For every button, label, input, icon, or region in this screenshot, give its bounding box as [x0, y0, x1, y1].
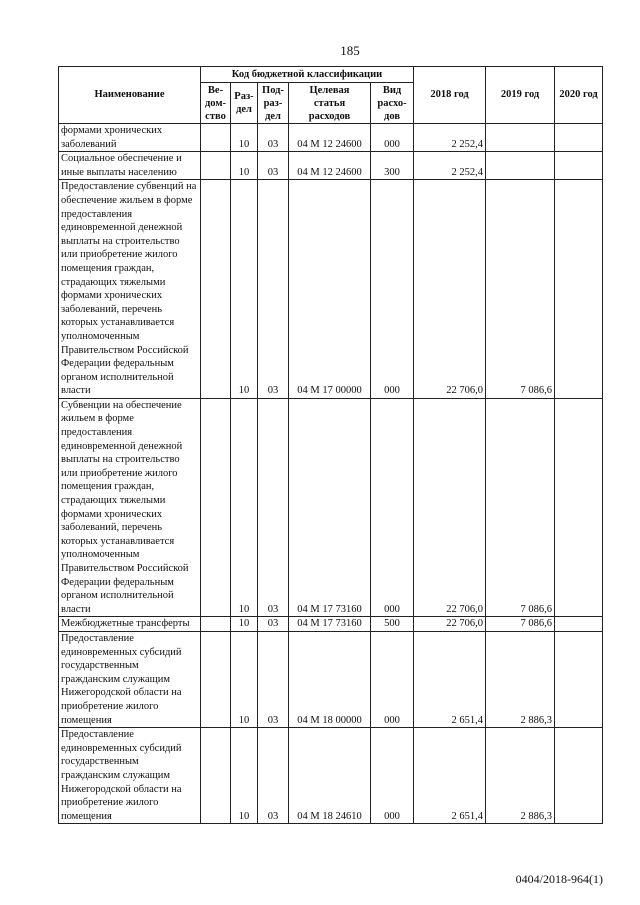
header-2018: 2018 год: [414, 67, 486, 124]
row-razdel: 10: [231, 124, 258, 152]
row-vedomstvo: [201, 631, 231, 727]
table-row: [59, 631, 603, 727]
table-row: [59, 180, 603, 399]
row-2019: [486, 152, 555, 180]
row-vid: 000: [371, 631, 414, 727]
row-2018: 2 252,4: [414, 152, 486, 180]
row-vedomstvo: [201, 728, 231, 824]
row-name: Предоставление единовременных субсидий государственным гражданским служащим Нижегородской области на приобретение жилого помещения: [59, 728, 201, 824]
row-2020: [555, 617, 603, 632]
row-vid: 000: [371, 124, 414, 152]
row-2018: 2 651,4: [414, 728, 486, 824]
row-razdel: 10: [231, 180, 258, 399]
row-2018: 22 706,0: [414, 180, 486, 399]
row-vedomstvo: [201, 617, 231, 632]
row-vid: 000: [371, 180, 414, 399]
row-name: Межбюджетные трансферты: [59, 617, 201, 632]
row-podrazdel: 03: [258, 631, 289, 727]
row-2019: [486, 124, 555, 152]
row-podrazdel: 03: [258, 728, 289, 824]
row-vedomstvo: [201, 152, 231, 180]
row-name: Субвенции на обеспечение жильем в форме предоставления единовременной денежной выплаты на строительство или приобретение жилого помещения граждан, страдающих тяжелыми формами хронических заболеваний, перечень которых устанавливается уполномоченным Правительством Российской Федерации федеральным органом исполнительной власти: [59, 398, 201, 617]
row-vid: 000: [371, 398, 414, 617]
header-vid: Вид расхо- дов: [371, 83, 414, 124]
row-vid: 000: [371, 728, 414, 824]
row-2020: [555, 398, 603, 617]
table-row: [59, 398, 603, 617]
table-body: [59, 124, 603, 824]
row-target: 04 М 12 24600: [289, 152, 371, 180]
table-row: [59, 617, 603, 632]
row-vedomstvo: [201, 124, 231, 152]
row-name: Социальное обеспечение и иные выплаты населению: [59, 152, 201, 180]
row-name: Предоставление единовременных субсидий государственным гражданским служащим Нижегородской области на приобретение жилого помещения: [59, 631, 201, 727]
header-name: Наименование: [59, 67, 201, 124]
row-2020: [555, 631, 603, 727]
row-podrazdel: 03: [258, 124, 289, 152]
header-podrazdel: Под- раз- дел: [258, 83, 289, 124]
row-razdel: 10: [231, 728, 258, 824]
header-vedomstvo: Ве- дом- ство: [201, 83, 231, 124]
row-2020: [555, 180, 603, 399]
table-row: [59, 124, 603, 152]
row-name: Предоставление субвенций на обеспечение жильем в форме предоставления единовременной денежной выплаты на строительство или приобретение жилого помещения граждан, страдающих тяжелыми формами хронических заболеваний, перечень которых устанавливается уполномоченным Правительством Российской Федерации федеральным органом исполнительной власти: [59, 180, 201, 399]
table-row: [59, 728, 603, 824]
header-target: Целевая статья расходов: [289, 83, 371, 124]
row-vid: 500: [371, 617, 414, 632]
row-podrazdel: 03: [258, 180, 289, 399]
row-2019: 7 086,6: [486, 398, 555, 617]
row-2019: 2 886,3: [486, 631, 555, 727]
row-2018: 22 706,0: [414, 617, 486, 632]
row-2020: [555, 124, 603, 152]
row-vedomstvo: [201, 398, 231, 617]
row-target: 04 М 12 24600: [289, 124, 371, 152]
row-podrazdel: 03: [258, 152, 289, 180]
row-razdel: 10: [231, 152, 258, 180]
header-razdel: Раз- дел: [231, 83, 258, 124]
row-2019: 2 886,3: [486, 728, 555, 824]
row-target: 04 М 18 00000: [289, 631, 371, 727]
row-razdel: 10: [231, 631, 258, 727]
row-2019: 7 086,6: [486, 180, 555, 399]
row-target: 04 М 17 73160: [289, 617, 371, 632]
header-2020: 2020 год: [555, 67, 603, 124]
row-target: 04 М 17 00000: [289, 180, 371, 399]
row-podrazdel: 03: [258, 398, 289, 617]
row-vid: 300: [371, 152, 414, 180]
header-2019: 2019 год: [486, 67, 555, 124]
row-name: формами хронических заболеваний: [59, 124, 201, 152]
table-header: [59, 67, 603, 124]
budget-table: [58, 66, 603, 824]
header-code-group: Код бюджетной классификации: [201, 67, 414, 83]
row-2018: 22 706,0: [414, 398, 486, 617]
row-podrazdel: 03: [258, 617, 289, 632]
row-2020: [555, 728, 603, 824]
page-number: 185: [340, 43, 360, 58]
table-row: [59, 152, 603, 180]
row-2019: 7 086,6: [486, 617, 555, 632]
row-target: 04 М 18 24610: [289, 728, 371, 824]
row-target: 04 М 17 73160: [289, 398, 371, 617]
row-razdel: 10: [231, 398, 258, 617]
row-razdel: 10: [231, 617, 258, 632]
document-code: 0404/2018-964(1): [515, 872, 603, 886]
row-2020: [555, 152, 603, 180]
row-vedomstvo: [201, 180, 231, 399]
row-2018: 2 651,4: [414, 631, 486, 727]
row-2018: 2 252,4: [414, 124, 486, 152]
